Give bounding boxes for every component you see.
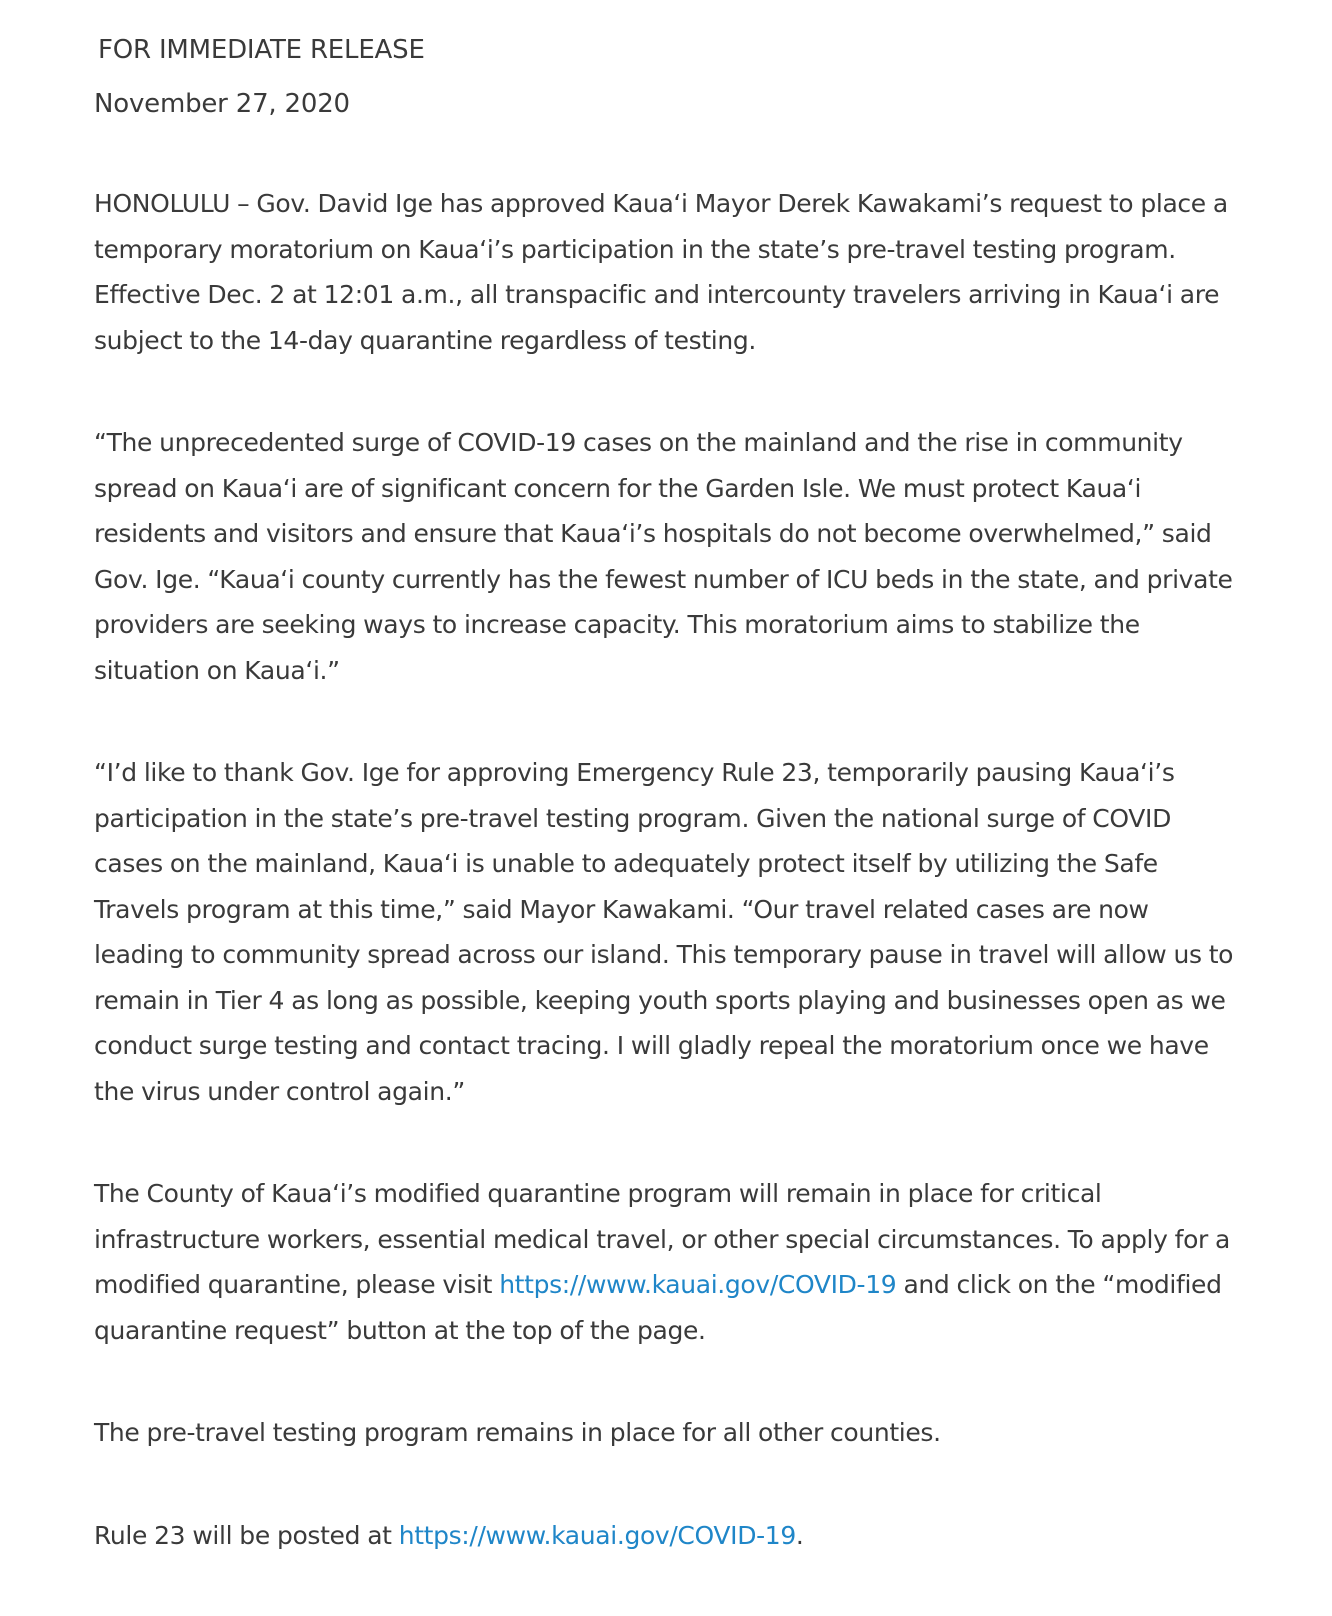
paragraph-modified-quarantine-text: The County of Kauaʻi’s modified quarantine program will remain in place for critical infrastructure workers, essential medical travel, or other special circumstances. To apply for a modified quarantine, please visit xyxy=(94,1179,1231,1299)
paragraph-rule-posting-text: Rule 23 will be posted at xyxy=(94,1520,399,1550)
release-label: FOR IMMEDIATE RELEASE xyxy=(98,35,425,65)
release-date: November 27, 2020 xyxy=(94,89,350,119)
paragraph-rule-posting-period: . xyxy=(795,1520,804,1550)
paragraph-rule-posting xyxy=(94,1513,1244,1559)
paragraph-mayor-quote: “I’d like to thank Gov. Ige for approving Emergency Rule 23, temporarily pausing Kauaʻi’s participation in the state’s pre-travel testing program. Given the national surge of COVID cases on the mainland, Kauaʻi is unable to adequately protect itself by utilizing the Safe Travels program at this time,” said Mayor Kawakami. “Our travel related cases are now leading to community spread across our island. This temporary pause in travel will allow us to remain in Tier 4 as long as possible, keeping youth sports playing and businesses open as we conduct surge testing and contact tracing. I will gladly repeal the moratorium once we have the virus under control again.” xyxy=(94,758,1234,1106)
paragraph-modified-quarantine-text-end: and click on the “modified quarantine request” button at the top of the page. xyxy=(94,1270,1222,1345)
paragraph-announcement: HONOLULU – Gov. David Ige has approved Kauaʻi Mayor Derek Kawakami’s request to place a temporary moratorium on Kauaʻi’s participation in the state’s pre-travel testing program. Effective Dec. 2 at 12:01 a.m., all transpacific and intercounty travelers arriving in Kauaʻi are subject to the 14-day quarantine regardless of testing. xyxy=(94,189,1228,355)
rule-23-link[interactable]: https://www.kauai.gov/COVID-19 xyxy=(398,1520,796,1550)
paragraph-other-counties: The pre-travel testing program remains in place for all other counties. xyxy=(94,1418,941,1447)
paragraph-modified-quarantine xyxy=(94,1171,1244,1353)
paragraph-governor-quote: “The unprecedented surge of COVID-19 cases on the mainland and the rise in community spread on Kauaʻi are of significant concern for the Garden Isle. We must protect Kauaʻi residents and visitors and ensure that Kauaʻi’s hospitals do not become overwhelmed,” said Gov. Ige. “Kauaʻi county currently has the fewest number of ICU beds in the state, and private providers are seeking ways to increase capacity. This moratorium aims to stabilize the situation on Kauaʻi.” xyxy=(94,428,1233,685)
covid-page-link[interactable]: https://www.kauai.gov/COVID-19 xyxy=(499,1270,897,1299)
